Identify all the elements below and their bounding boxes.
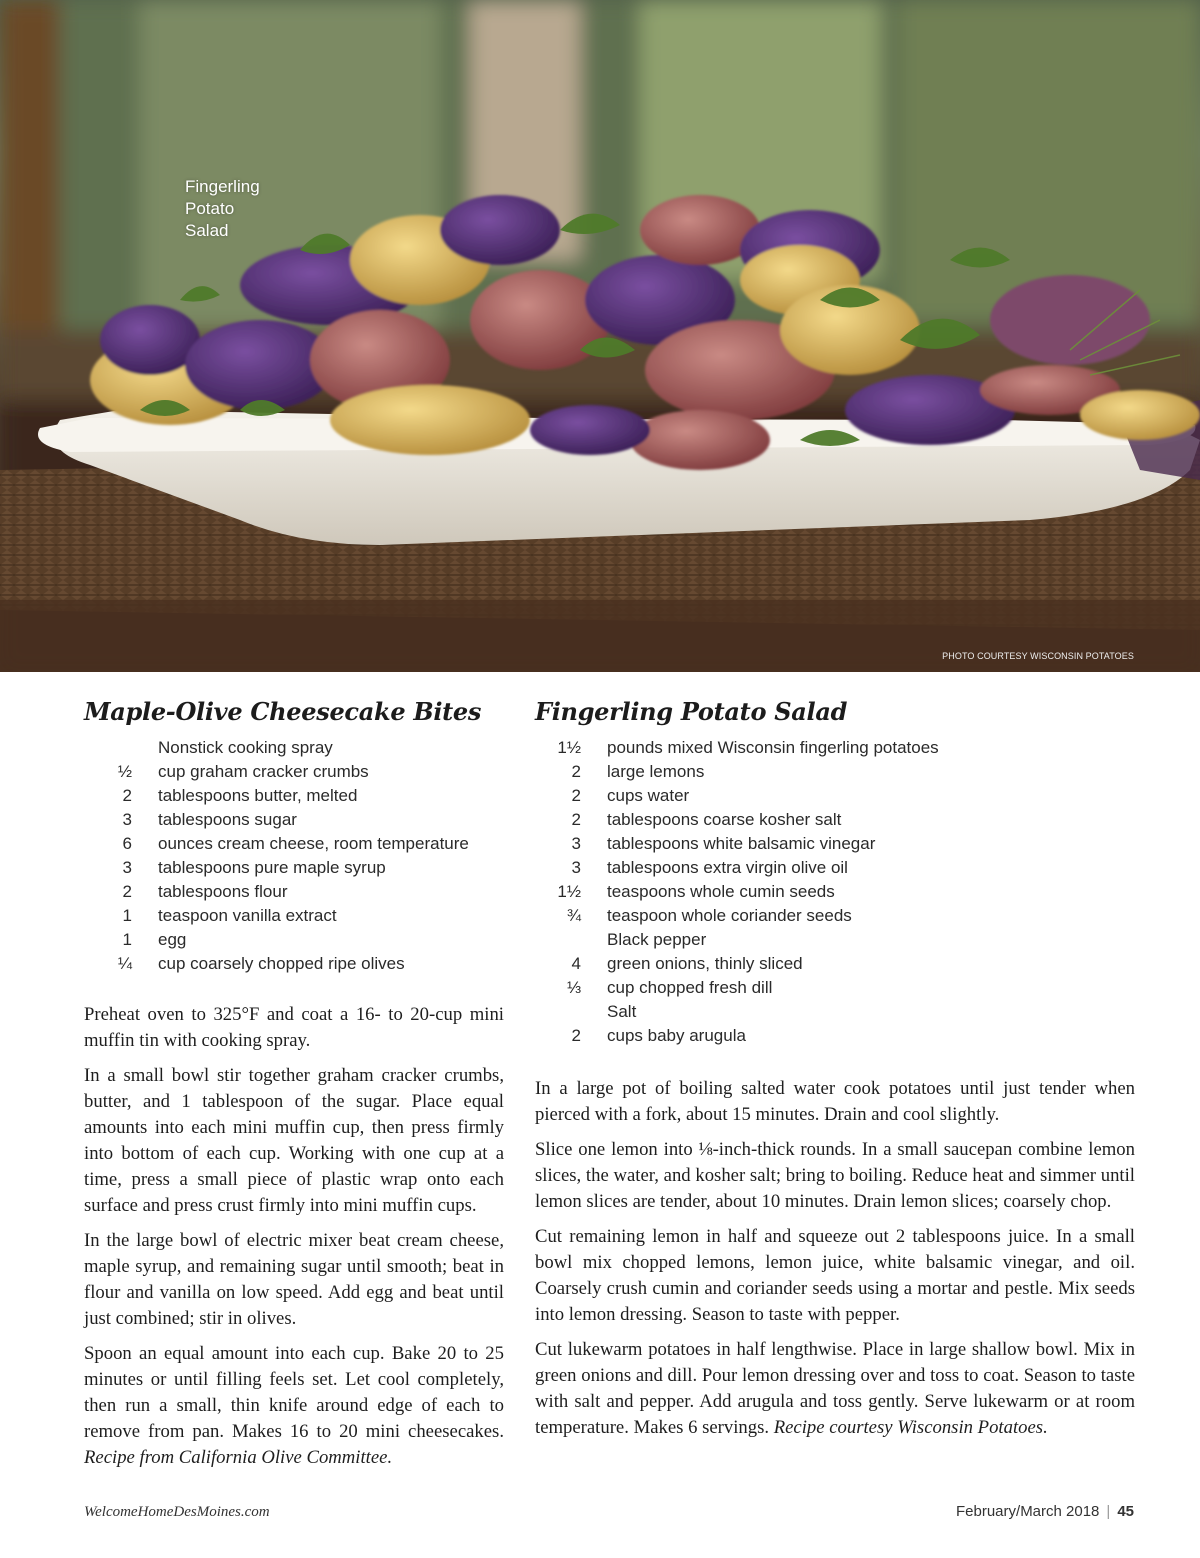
ingredient-name: ounces cream cheese, room temperature (158, 834, 469, 853)
method-step: In a large pot of boiling salted water cook potatoes until just tender when pierced with a fork, about 15 minutes. Drain and cool slightly. (535, 1078, 1135, 1125)
method-step: Preheat oven to 325°F and coat a 16- to 20-cup mini muffin tin with cooking spray. (84, 1004, 504, 1051)
ingredient-row (84, 880, 504, 904)
ingredient-row (535, 952, 1135, 976)
ingredient-row (84, 952, 504, 976)
method-step-final (84, 1341, 504, 1471)
ingredient-quantity: 6 (122, 834, 132, 853)
ingredient-name: cups baby arugula (607, 1026, 746, 1045)
ingredient-quantity: 1 (122, 906, 132, 925)
ingredient-row (535, 808, 1135, 832)
method-step-final (535, 1337, 1135, 1441)
ingredient-row (84, 736, 504, 760)
issue-date: February/March 2018 (956, 1503, 1100, 1520)
ingredient-name: teaspoon vanilla extract (158, 906, 337, 925)
ingredient-name: Nonstick cooking spray (158, 738, 333, 757)
footer-issue-info (956, 1503, 1134, 1520)
ingredient-quantity (535, 928, 581, 952)
ingredient-quantity: ½ (117, 762, 132, 781)
recipe-title: Fingerling Potato Salad (535, 697, 848, 726)
ingredient-quantity: 1 (122, 930, 132, 949)
footer-website: WelcomeHomeDesMoines.com (84, 1504, 270, 1520)
ingredient-quantity: 2 (122, 786, 132, 805)
ingredient-row (84, 928, 504, 952)
ingredient-quantity: 1½ (557, 882, 581, 901)
recipe-maple-olive-cheesecake-bites (84, 694, 504, 1480)
ingredient-row (535, 1000, 1135, 1024)
hero-photo (0, 0, 1200, 672)
method-step: In the large bowl of electric mixer beat cream cheese, maple syrup, and remaining sugar until smooth; beat in flour and vanilla on low speed. Add egg and beat until just combined; stir in olives. (84, 1230, 504, 1329)
ingredient-name: cup chopped fresh dill (607, 978, 773, 997)
ingredient-row (535, 928, 1135, 952)
ingredient-quantity: 2 (571, 810, 581, 829)
ingredient-row (535, 832, 1135, 856)
ingredient-quantity: 3 (571, 858, 581, 877)
ingredient-name: tablespoons sugar (158, 810, 297, 829)
ingredient-name: tablespoons pure maple syrup (158, 858, 386, 877)
ingredient-quantity: 2 (122, 882, 132, 901)
photo-caption: Fingerling Potato Salad (185, 177, 260, 240)
recipe-fingerling-potato-salad (535, 694, 1135, 1450)
photo-credit: PHOTO COURTESY WISCONSIN POTATOES (942, 651, 1134, 661)
method-step-text: Cut lukewarm potatoes in half lengthwise. Place in large shallow bowl. Mix in green onions and dill. Pour lemon dressing over and toss to coat. Season to taste with salt and pepper. Add arugula and toss gently. Serve lukewarm or at room temperature. Makes 6 servings. (535, 1339, 1135, 1438)
ingredient-row (84, 856, 504, 880)
ingredient-quantity: 3 (122, 810, 132, 829)
ingredient-quantity: 4 (571, 954, 581, 973)
ingredient-name: tablespoons white balsamic vinegar (607, 834, 876, 853)
recipe-method (535, 1076, 1135, 1441)
method-step: Cut remaining lemon in half and squeeze out 2 tablespoons juice. In a small bowl mix chopped lemons, lemon juice, white balsamic vinegar, and oil. Coarsely crush cumin and coriander seeds using a mortar and pestle. Mix seeds into lemon dressing. Season to taste with pepper. (535, 1226, 1135, 1325)
potato-salad-photo (0, 0, 1200, 672)
ingredient-name: egg (158, 930, 187, 949)
ingredient-quantity: 3 (122, 858, 132, 877)
ingredient-row (535, 880, 1135, 904)
ingredient-name: large lemons (607, 762, 705, 781)
ingredient-list (535, 736, 1135, 1048)
ingredient-quantity: ¼ (117, 954, 132, 973)
recipe-method (84, 1002, 504, 1471)
method-step: In a small bowl stir together graham cracker crumbs, butter, and 1 tablespoon of the sugar. Place equal amounts into each mini muffin cup, then press firmly into bottom of each cup. Working with one cup at a time, press a small piece of plastic wrap onto each surface and press crust firmly into mini muffin cups. (84, 1065, 504, 1216)
ingredient-name: cups water (607, 786, 690, 805)
ingredient-row (535, 784, 1135, 808)
ingredient-row (84, 760, 504, 784)
recipe-credit: Recipe courtesy Wisconsin Potatoes. (773, 1417, 1048, 1438)
ingredient-name: teaspoons whole cumin seeds (607, 882, 835, 901)
ingredient-quantity: 1½ (557, 738, 581, 757)
ingredient-quantity: 3 (571, 834, 581, 853)
ingredient-quantity: 2 (571, 762, 581, 781)
ingredient-name: Salt (607, 1002, 637, 1021)
ingredient-name: tablespoons butter, melted (158, 786, 358, 805)
ingredient-row (535, 736, 1135, 760)
ingredient-name: Black pepper (607, 930, 707, 949)
ingredient-quantity: 2 (571, 1026, 581, 1045)
ingredient-name: green onions, thinly sliced (607, 954, 803, 973)
ingredient-quantity (84, 736, 132, 760)
ingredient-quantity (535, 1000, 581, 1024)
ingredient-row (535, 856, 1135, 880)
ingredient-name: teaspoon whole coriander seeds (607, 906, 852, 925)
ingredient-name: tablespoons coarse kosher salt (607, 810, 842, 829)
ingredient-name: tablespoons extra virgin olive oil (607, 858, 848, 877)
ingredient-row (84, 904, 504, 928)
ingredient-row (535, 1024, 1135, 1048)
ingredient-row (535, 760, 1135, 784)
footer-separator: | (1106, 1503, 1111, 1520)
ingredient-quantity: 2 (571, 786, 581, 805)
ingredient-name: cup coarsely chopped ripe olives (158, 954, 405, 973)
method-step: Slice one lemon into ⅛-inch-thick rounds. In a small saucepan combine lemon slices, the water, and kosher salt; bring to boiling. Reduce heat and simmer until lemon slices are tender, about 10 minutes. Drain lemon slices; coarsely chop. (535, 1139, 1135, 1212)
page-number: 45 (1117, 1503, 1134, 1520)
ingredient-row (84, 832, 504, 856)
ingredient-list (84, 736, 504, 976)
ingredient-quantity: ¾ (566, 906, 581, 925)
ingredient-row (84, 784, 504, 808)
ingredient-quantity: ⅓ (566, 978, 581, 997)
ingredient-row (535, 904, 1135, 928)
method-step-text: Spoon an equal amount into each cup. Bake 20 to 25 minutes or until filling feels set. Let cool completely, then run a small, thin knife around edge of each to remove from pan. Makes 16 to 20 mini cheesecakes. (84, 1343, 504, 1442)
ingredient-name: tablespoons flour (158, 882, 288, 901)
recipe-title: Maple-Olive Cheesecake Bites (84, 697, 482, 726)
recipe-credit: Recipe from California Olive Committee. (84, 1447, 393, 1468)
ingredient-row (84, 808, 504, 832)
ingredient-name: cup graham cracker crumbs (158, 762, 369, 781)
ingredient-name: pounds mixed Wisconsin fingerling potatoes (607, 738, 939, 757)
ingredient-row (535, 976, 1135, 1000)
